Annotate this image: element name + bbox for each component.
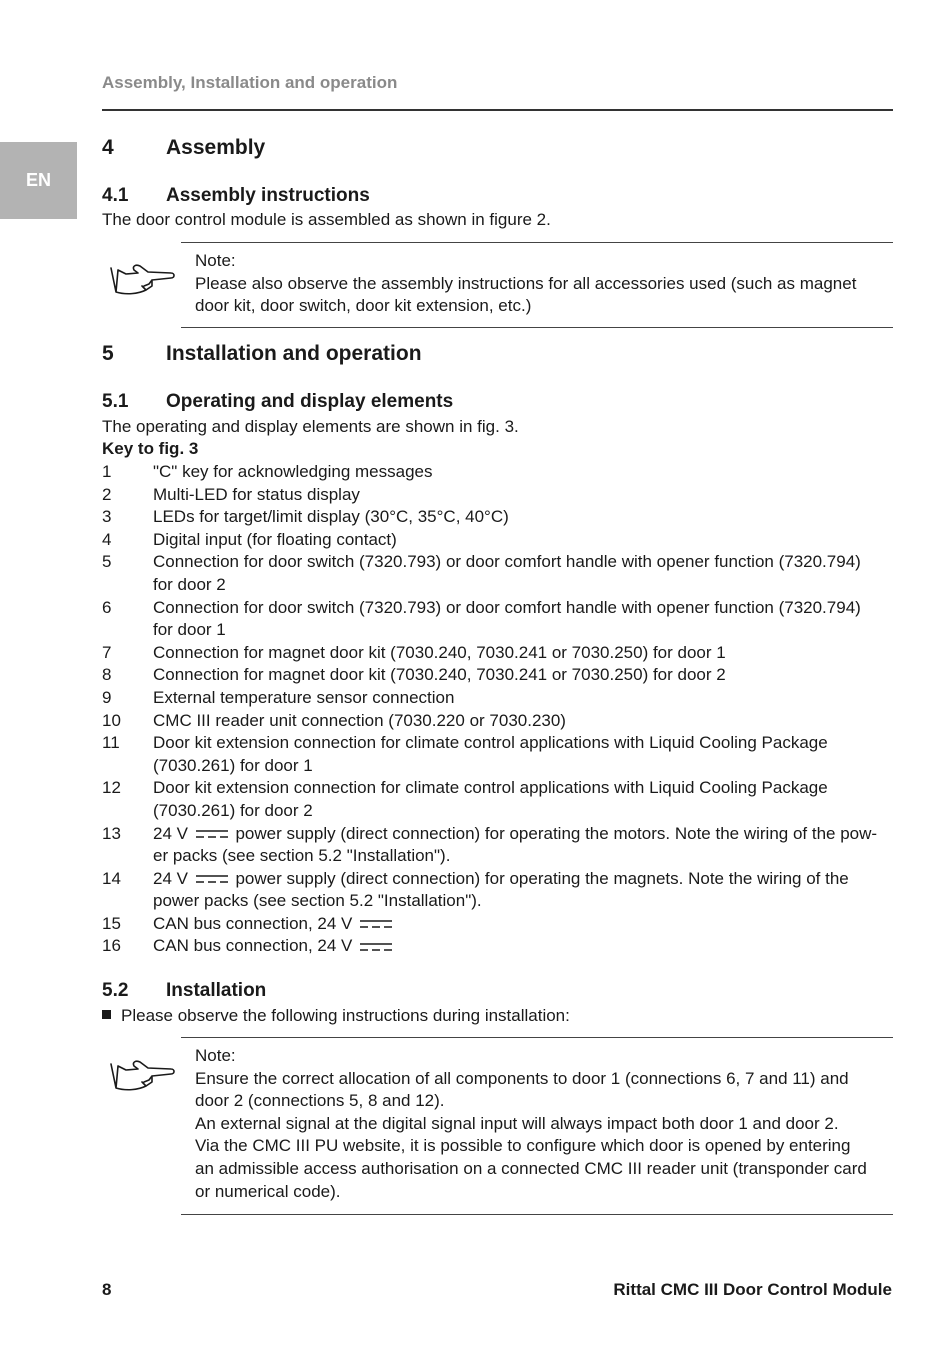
note-assembly bbox=[195, 250, 885, 318]
note-line: An external signal at the digital signal input will always impact both door 1 and door 2. bbox=[195, 1113, 839, 1133]
dc-symbol-icon bbox=[359, 919, 393, 929]
note-line: Via the CMC III PU website, it is possible to configure which door is opened by entering bbox=[195, 1136, 851, 1156]
page-number: 8 bbox=[102, 1280, 112, 1299]
list-item: 5 Connection for door switch (7320.793) or door comfort handle with opener function (7320.794) for door 2 bbox=[102, 552, 861, 594]
section-4-1-text: The door control module is assembled as shown in figure 2. bbox=[102, 210, 551, 229]
list-item: 13 24 V power supply (direct connection) for operating the motors. Note the wiring of the pow- er packs (see section 5.2 "Installation"). bbox=[102, 823, 878, 866]
note-line: door 2 (connections 5, 8 and 12). bbox=[195, 1091, 445, 1111]
running-header: Assembly, Installation and operation bbox=[102, 73, 398, 92]
note-line: an admissible access authorisation on a connected CMC III reader unit (transponder card bbox=[195, 1158, 867, 1178]
note-label: Note: bbox=[195, 251, 236, 270]
bullet-square-icon bbox=[102, 1010, 111, 1019]
language-tab: EN bbox=[0, 142, 77, 219]
note-label: Note: bbox=[195, 1046, 236, 1065]
pointing-hand-icon bbox=[108, 1058, 176, 1094]
note-line: or numerical code). bbox=[195, 1181, 341, 1201]
section-4-1-heading: 4.1 Assembly instructions bbox=[102, 185, 370, 206]
key-title: Key to fig. 3 bbox=[102, 439, 199, 458]
note-line: door kit, door switch, door kit extension, etc.) bbox=[195, 296, 532, 316]
list-item: 6 Connection for door switch (7320.793) or door comfort handle with opener function (7320.794) for door 1 bbox=[102, 597, 861, 640]
section-5-2-heading: 5.2 Installation bbox=[102, 980, 267, 1001]
list-item: 1 "C" key for acknowledging messages bbox=[102, 462, 433, 481]
header-rule bbox=[102, 109, 893, 111]
list-item: 10 CMC III reader unit connection (7030.220 or 7030.230) bbox=[102, 710, 566, 730]
key-list bbox=[102, 461, 893, 958]
list-item: 3 LEDs for target/limit display (30°C, 35°C, 40°C) bbox=[102, 507, 509, 527]
footer-doc-title: Rittal CMC III Door Control Module bbox=[613, 1280, 892, 1299]
list-item: 8 Connection for magnet door kit (7030.240, 7030.241 or 7030.250) for door 2 bbox=[102, 665, 726, 685]
section-4-heading: 4 Assembly bbox=[102, 136, 266, 159]
note-installation bbox=[195, 1045, 885, 1203]
note-line: Please also observe the assembly instructions for all accessories used (such as magnet bbox=[195, 273, 857, 293]
note-rule-bottom bbox=[181, 327, 893, 328]
list-item: 15 CAN bus connection, 24 V bbox=[102, 913, 893, 936]
list-item: 11 Door kit extension connection for climate control applications with Liquid Cooling Package (7030.261) for door 1 bbox=[102, 733, 828, 775]
dc-symbol-icon bbox=[359, 942, 393, 952]
list-item: 2 Multi-LED for status display bbox=[102, 484, 360, 504]
list-item: 14 24 V power supply (direct connection) for operating the magnets. Note the wiring of the power packs (see section 5.2 "Installation"). bbox=[102, 868, 849, 911]
list-item: 12 Door kit extension connection for climate control applications with Liquid Cooling Package (7030.261) for door 2 bbox=[102, 778, 828, 820]
dc-symbol-icon bbox=[195, 874, 229, 884]
list-item: 7 Connection for magnet door kit (7030.240, 7030.241 or 7030.250) for door 1 bbox=[102, 642, 726, 662]
section-5-1-heading: 5.1 Operating and display elements bbox=[102, 391, 454, 412]
list-item: 16 CAN bus connection, 24 V bbox=[102, 935, 893, 958]
list-item: 4 Digital input (for floating contact) bbox=[102, 529, 397, 549]
note-rule-top bbox=[181, 1037, 893, 1038]
note-line: Ensure the correct allocation of all components to door 1 (connections 6, 7 and 11) and bbox=[195, 1068, 849, 1088]
section-5-heading: 5 Installation and operation bbox=[102, 342, 422, 365]
list-item: 9 External temperature sensor connection bbox=[102, 687, 455, 707]
section-5-1-text: The operating and display elements are shown in fig. 3. bbox=[102, 417, 519, 436]
note-rule-bottom bbox=[181, 1214, 893, 1215]
note-rule-top bbox=[181, 242, 893, 243]
installation-bullet: Please observe the following instructions during installation: bbox=[102, 1005, 570, 1027]
dc-symbol-icon bbox=[195, 829, 229, 839]
pointing-hand-icon bbox=[108, 262, 176, 298]
